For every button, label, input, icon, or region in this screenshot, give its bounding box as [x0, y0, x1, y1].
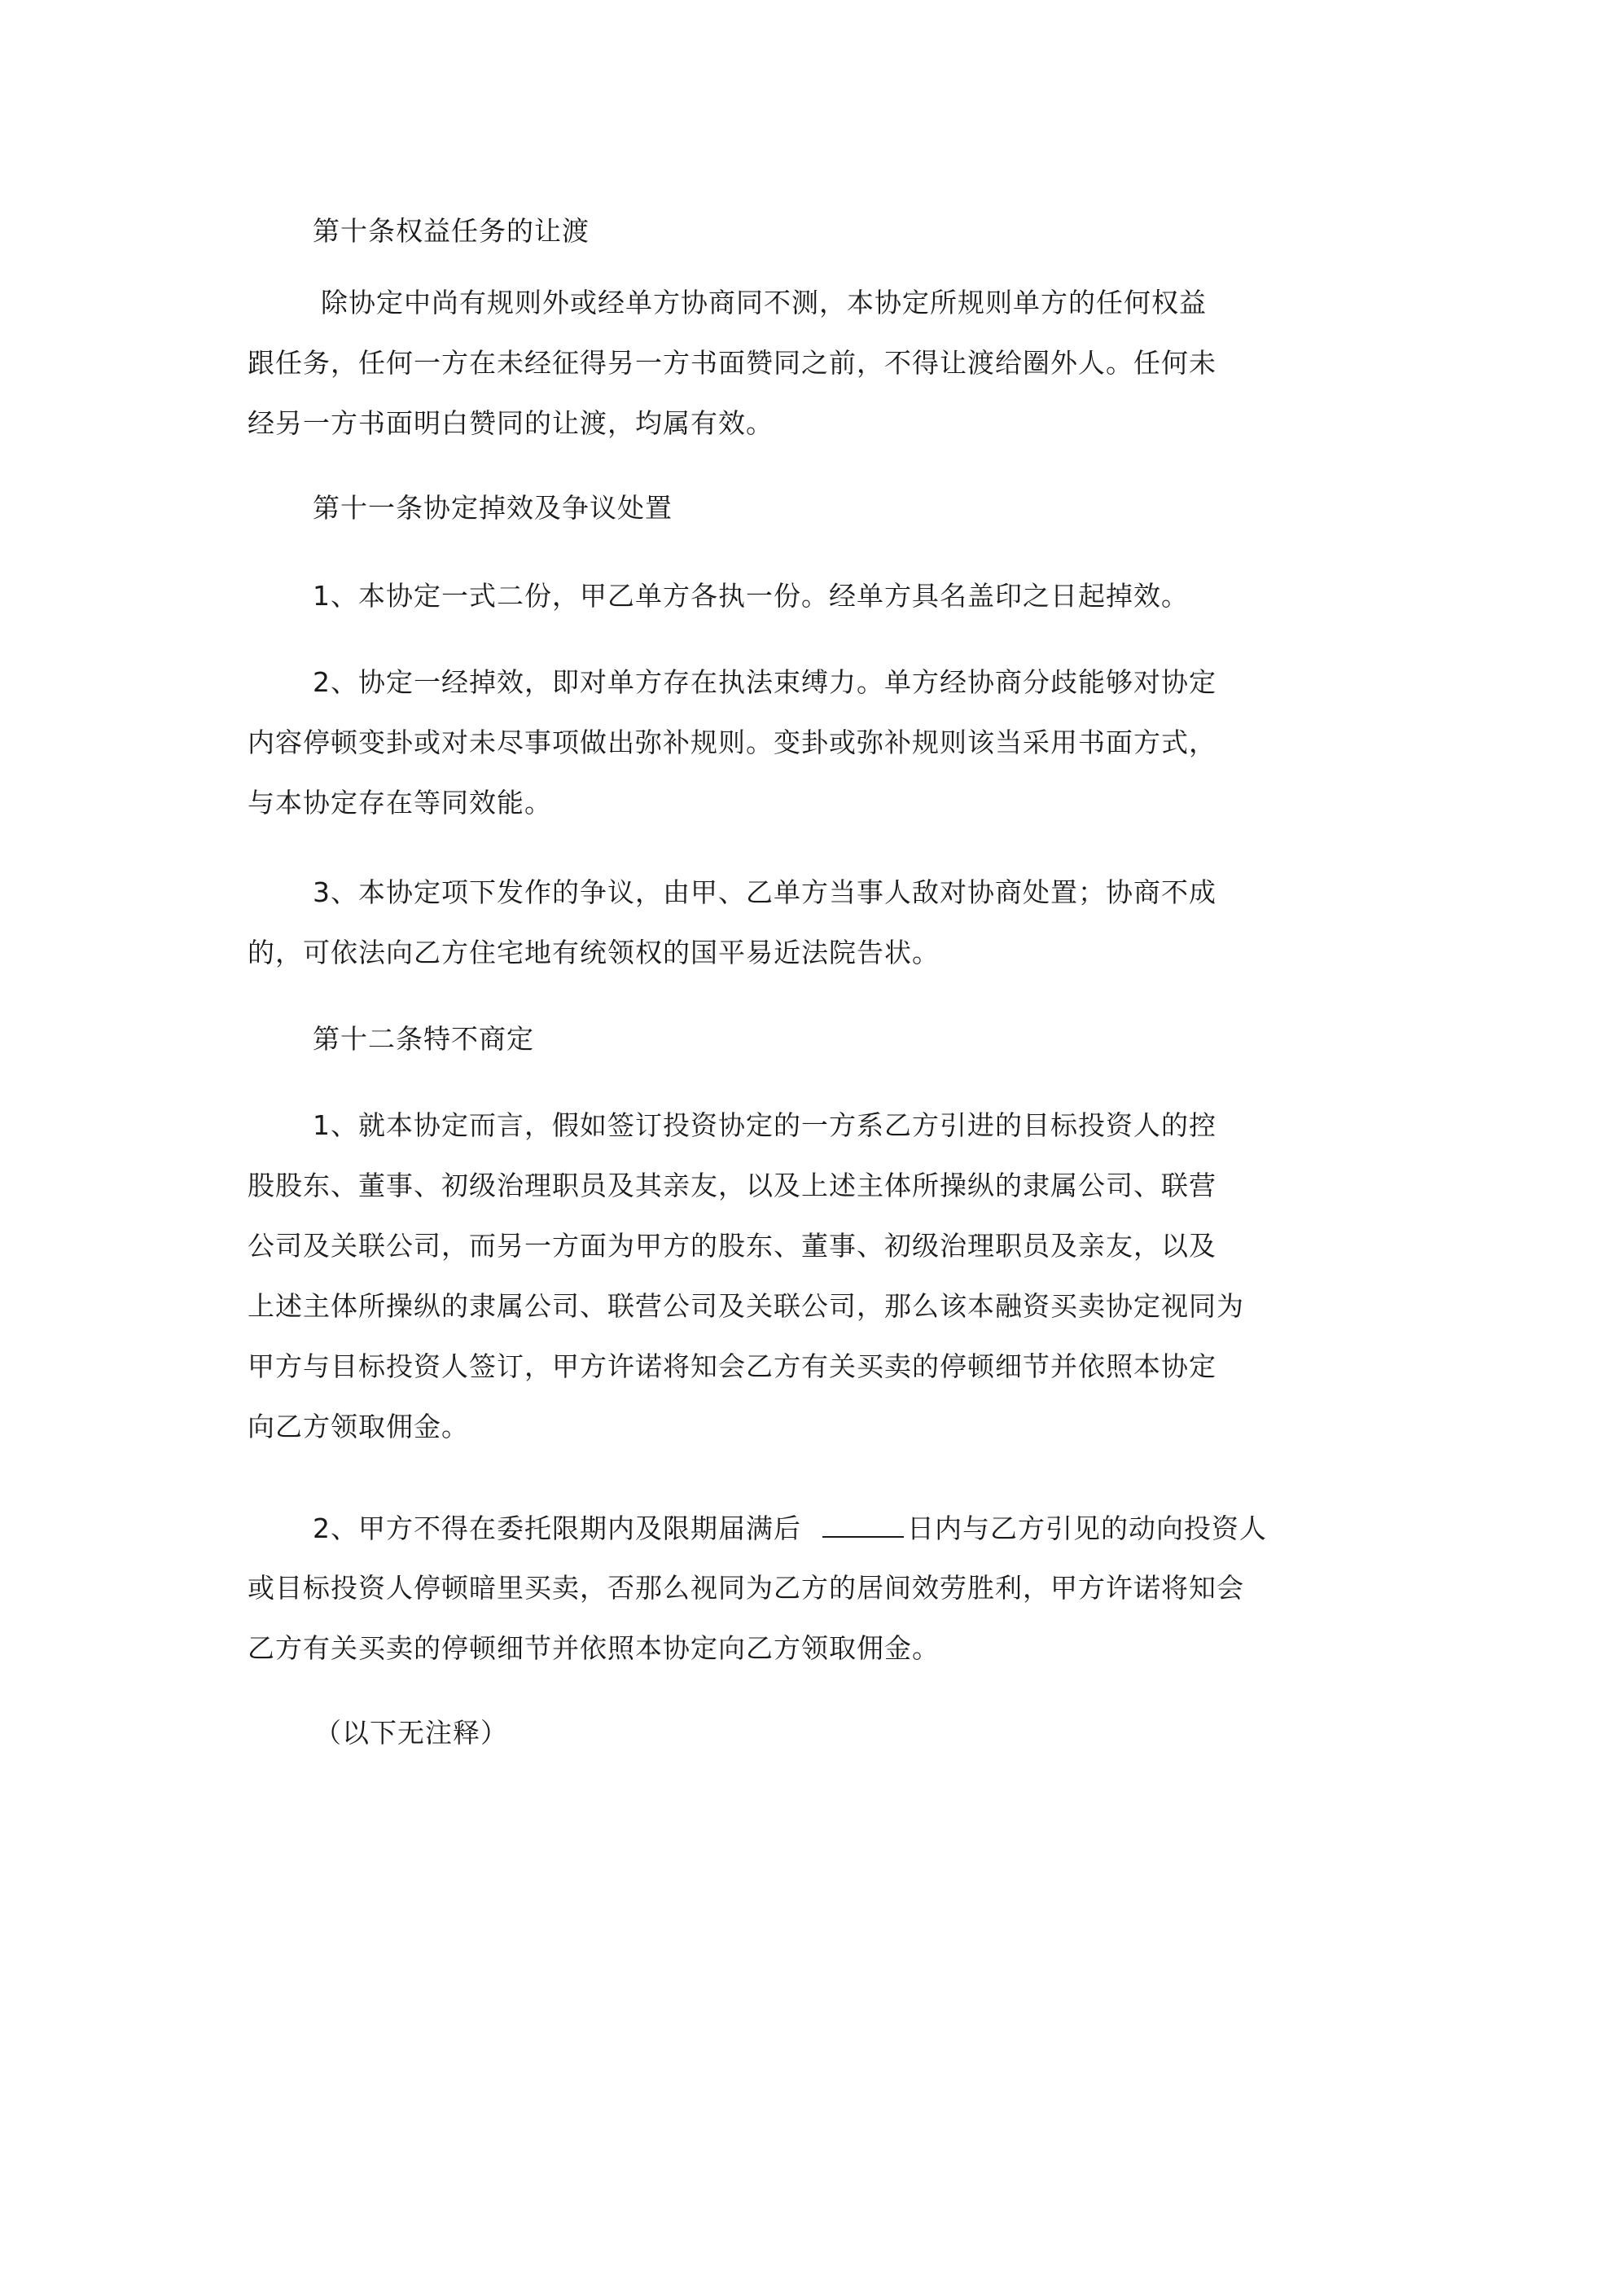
article-10-para-line: 除协定中尚有规则外或经单方协商同不测，本协定所规则单方的任何权益 [321, 287, 1207, 318]
article-12-item-1-line: 向乙方领取佣金。 [248, 1411, 469, 1442]
article-12-item-2-text-before-blank: 2、甲方不得在委托限期内及限期届满后 [313, 1512, 801, 1544]
article-10-para-line: 跟任务，任何一方在未经征得另一方书面赞同之前，不得让渡给圈外人。任何未 [248, 347, 1216, 379]
article-12-item-1-line: 甲方与目标投资人签订，甲方许诺将知会乙方有关买卖的停顿细节并依照本协定 [248, 1350, 1216, 1382]
article-11-item-1-line: 1、本协定一式二份，甲乙单方各执一份。经单方具名盖印之日起掉效。 [313, 580, 1189, 612]
article-12-item-1-line: 公司及关联公司，而另一方面为甲方的股东、董事、初级治理职员及亲友，以及 [248, 1230, 1216, 1262]
article-12-item-2-line: 乙方有关买卖的停顿细节并依照本协定向乙方领取佣金。 [248, 1632, 940, 1664]
article-12-heading: 第十二条特不商定 [313, 1023, 534, 1055]
article-12-item-1-line: 1、就本协定而言，假如签订投资协定的一方系乙方引进的目标投资人的控 [313, 1109, 1216, 1141]
article-11-item-3-line: 的，可依法向乙方住宅地有统领权的国平易近法院告状。 [248, 937, 940, 968]
article-12-item-2-line: 或目标投资人停顿暗里买卖，否那么视同为乙方的居间效劳胜利，甲方许诺将知会 [248, 1572, 1244, 1604]
article-12-item-1-line: 股股东、董事、初级治理职员及其亲友，以及上述主体所操纵的隶属公司、联营 [248, 1170, 1216, 1201]
days-blank-field [822, 1512, 904, 1538]
closing-note: （以下无注释） [314, 1717, 508, 1749]
article-11-item-2-line: 与本协定存在等同效能。 [248, 787, 552, 819]
article-11-item-2-line: 2、协定一经掉效，即对单方存在执法束缚力。单方经协商分歧能够对协定 [313, 666, 1216, 698]
article-12-item-2-text-after-blank: 日内与乙方引见的动向投资人 [907, 1512, 1267, 1544]
article-12-item-2-first-line [313, 1512, 1267, 1545]
article-11-item-2-line: 内容停顿变卦或对未尽事项做出弥补规则。变卦或弥补规则该当采用书面方式， [248, 727, 1216, 758]
article-10-para-line: 经另一方书面明白赞同的让渡，均属有效。 [248, 407, 774, 439]
article-10-heading: 第十条权益任务的让渡 [313, 215, 590, 247]
article-11-heading: 第十一条协定掉效及争议处置 [313, 492, 673, 524]
article-12-item-1-line: 上述主体所操纵的隶属公司、联营公司及关联公司，那么该本融资买卖协定视同为 [248, 1290, 1244, 1322]
article-11-item-3-line: 3、本协定项下发作的争议，由甲、乙单方当事人敌对协商处置；协商不成 [313, 876, 1216, 908]
